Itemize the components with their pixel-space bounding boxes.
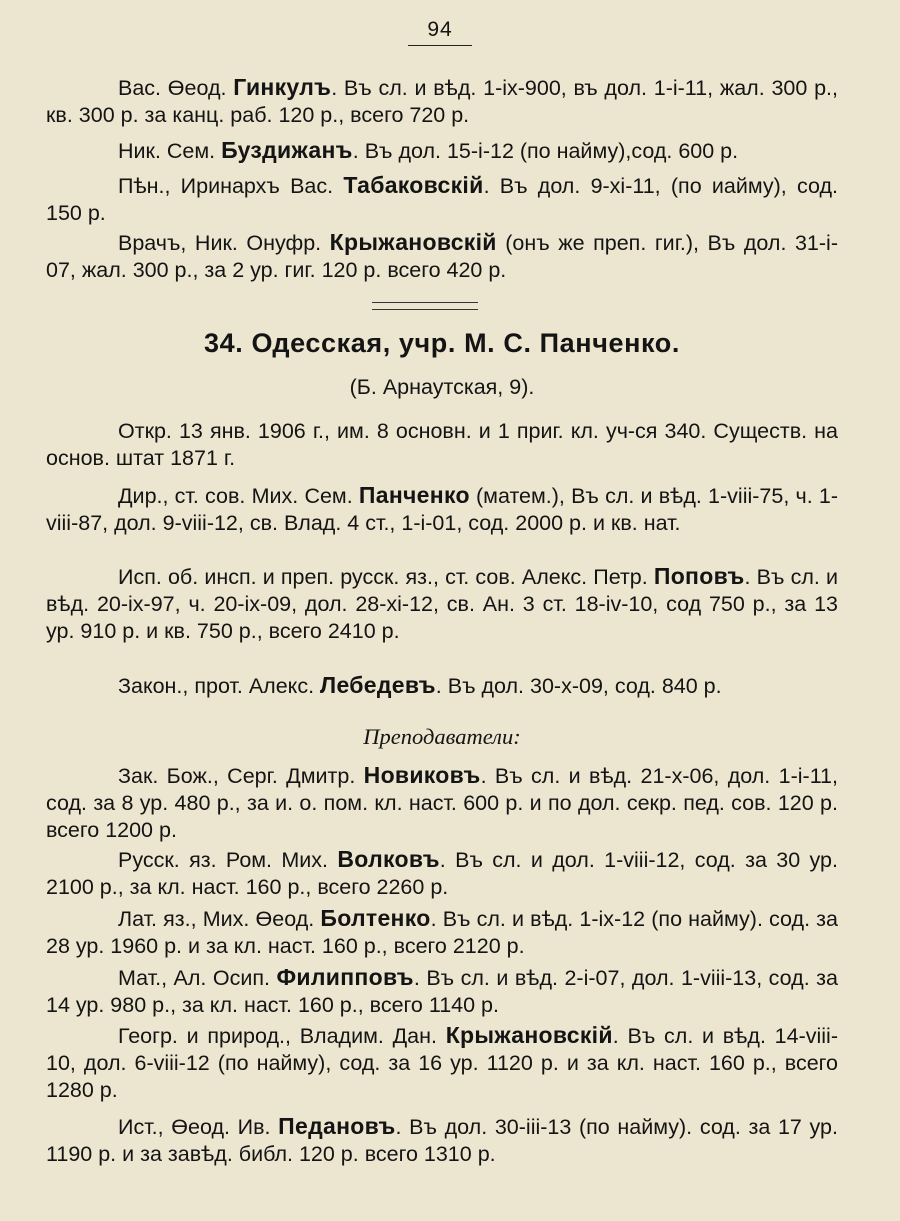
entry-kryzhanovsky-doctor: Врачъ, Ник. Онуфр. Крыжановскій (онъ же преп. гиг.), Въ дол. 31-i-07, жал. 300 р., за 2 ур. гиг. 120 р. всего 420 р. bbox=[46, 229, 838, 282]
entry-ginkul: Вас. Өеод. Гинкулъ. Въ сл. и вѣд. 1-ix-900, въ дол. 1-i-11, жал. 300 р., кв. 300 р. за канц. раб. 120 р., всего 720 р. bbox=[46, 74, 838, 127]
entry-name: Лебедевъ bbox=[320, 672, 436, 698]
entry-filippov: Мат., Ал. Осип. Филипповъ. Въ сл. и вѣд. 2-i-07, дол. 1-viii-13, сод. за 14 ур. 980 р., за кл. наст. 160 р., всего 1140 р. bbox=[46, 964, 838, 1017]
entry-name: Педановъ bbox=[278, 1113, 396, 1139]
entry-popov: Исп. об. инсп. и преп. русск. яз., ст. сов. Алекс. Петр. Поповъ. Въ сл. и вѣд. 20-ix-97, ч. 20-ix-09, дол. 28-xi-12, св. Ан. 3 ст. 18-iv-10, сод 750 р., за 13 ур. 910 р. и кв. 750 р., всего 2410 р. bbox=[46, 563, 838, 643]
section-title: 34. Одесская, учр. М. С. Панченко. bbox=[204, 328, 680, 358]
section-address: (Б. Арнаутская, 9). bbox=[349, 375, 535, 399]
section-divider bbox=[372, 302, 478, 310]
entry-name: Крыжановскій bbox=[329, 229, 497, 255]
section-info: Откр. 13 янв. 1906 г., им. 8 основн. и 1 приг. кл. уч-ся 340. Существ. на основ. штат 1871 г. bbox=[46, 419, 838, 470]
entry-name: Гинкулъ bbox=[233, 74, 332, 100]
page-number: 94 bbox=[408, 18, 472, 46]
entry-name: Болтенко bbox=[320, 905, 431, 931]
entry-name: Новиковъ bbox=[363, 762, 481, 788]
entry-name: Крыжановскій bbox=[445, 1022, 613, 1048]
entry-volkov: Русск. яз. Ром. Мих. Волковъ. Въ сл. и дол. 1-viii-12, сод. за 30 ур. 2100 р., за кл. наст. 160 р., всего 2260 р. bbox=[46, 846, 838, 899]
entry-name: Панченко bbox=[358, 482, 470, 508]
entry-name: Буздижанъ bbox=[221, 137, 353, 163]
entry-kryzhanovsky-geo: Геогр. и природ., Владим. Дан. Крыжановскій. Въ сл. и вѣд. 14-viii-10, дол. 6-viii-12 (по найму), сод. за 16 ур. 1120 р. и за кл. наст. 160 р., всего 1280 р. bbox=[46, 1022, 838, 1102]
entry-panchenko: Дир., ст. сов. Мих. Сем. Панченко (матем.), Въ сл. и вѣд. 1-viii-75, ч. 1-viii-87, дол. 9-viii-12, св. Влад. 4 ст., 1-i-01, сод. 2000 р. и кв. нат. bbox=[46, 482, 838, 535]
entry-name: Табаковскій bbox=[343, 172, 484, 198]
entry-name: Поповъ bbox=[653, 563, 745, 589]
entry-novikov: Зак. Бож., Серг. Дмитр. Новиковъ. Въ сл. и вѣд. 21-x-06, дол. 1-i-11, сод. за 8 ур. 480 р., за и. о. пом. кл. наст. 600 р. и по дол. секр. пед. сов. 120 р. всего 1200 р. bbox=[46, 762, 838, 842]
entry-lebedev: Закон., прот. Алекс. Лебедевъ. Въ дол. 30-x-09, сод. 840 р. bbox=[118, 672, 722, 698]
teachers-heading: Преподаватели: bbox=[363, 724, 521, 749]
entry-tabakovsky: Пѣн., Иринархъ Вас. Табаковскій. Въ дол. 9-xi-11, (по иайму), сод. 150 р. bbox=[46, 172, 838, 225]
entry-buzdizhan: Ник. Сем. Буздижанъ. Въ дол. 15-i-12 (по найму),сод. 600 р. bbox=[118, 137, 739, 163]
entry-boltenko: Лат. яз., Мих. Өеод. Болтенко. Въ сл. и вѣд. 1-ix-12 (по найму). сод. за 28 ур. 1960 р. и за кл. наст. 160 р., всего 2120 р. bbox=[46, 905, 838, 958]
entry-pedanov: Ист., Өеод. Ив. Педановъ. Въ дол. 30-iii-13 (по найму). сод. за 17 ур. 1190 р. и за завѣд. библ. 120 р. всего 1310 р. bbox=[46, 1113, 838, 1166]
entry-name: Филипповъ bbox=[276, 964, 414, 990]
entry-name: Волковъ bbox=[337, 846, 440, 872]
